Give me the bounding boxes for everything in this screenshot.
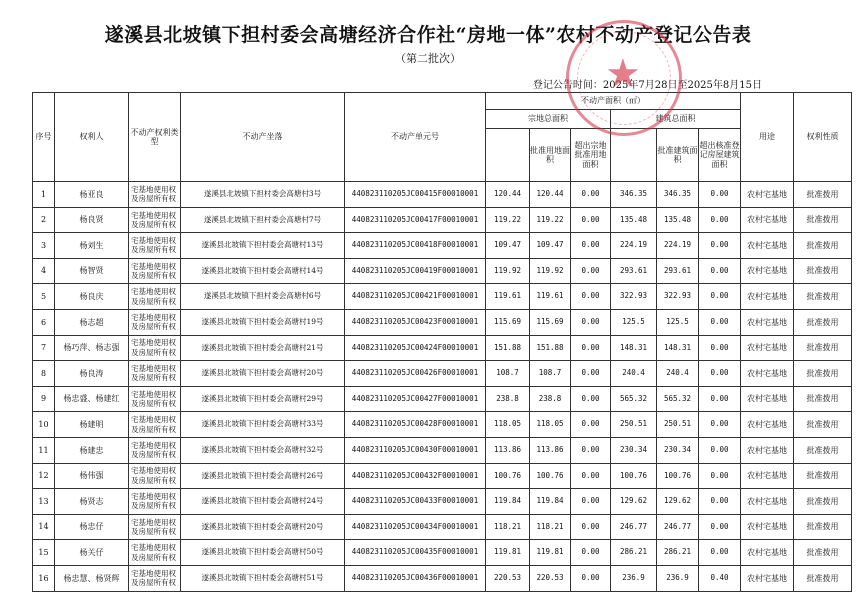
row-unit-no: 440823110205JC00421F00010001 bbox=[345, 284, 486, 310]
row-build-total: 246.77 bbox=[611, 514, 657, 540]
row-land-exceed: 0.00 bbox=[571, 489, 611, 515]
row-seq: 16 bbox=[33, 565, 55, 591]
row-land-approved: 120.44 bbox=[530, 182, 571, 208]
row-land-total: 119.81 bbox=[486, 540, 530, 566]
row-location: 遂溪县北坡镇下担村委会高塘村21号 bbox=[181, 335, 345, 361]
row-right-type: 宅基地使用权及房屋所有权 bbox=[129, 565, 181, 591]
row-seq: 7 bbox=[33, 335, 55, 361]
row-usage: 农村宅基地 bbox=[741, 412, 794, 438]
row-land-exceed: 0.00 bbox=[571, 514, 611, 540]
row-right-type: 宅基地使用权及房屋所有权 bbox=[129, 182, 181, 208]
row-location: 遂溪县北坡镇下担村委会高塘村51号 bbox=[181, 565, 345, 591]
row-owner: 杨建忠 bbox=[55, 437, 129, 463]
row-build-exceed: 0.00 bbox=[699, 514, 741, 540]
row-location: 遂溪县北坡镇下担村委会高塘村50号 bbox=[181, 540, 345, 566]
row-nature: 批准拨用 bbox=[794, 437, 852, 463]
table-row bbox=[33, 335, 852, 361]
row-build-total: 236.9 bbox=[611, 565, 657, 591]
row-land-exceed: 0.00 bbox=[571, 361, 611, 387]
row-nature: 批准拨用 bbox=[794, 207, 852, 233]
row-nature: 批准拨用 bbox=[794, 335, 852, 361]
header-right-type: 不动产权利类型 bbox=[129, 93, 181, 182]
row-build-total: 100.76 bbox=[611, 463, 657, 489]
row-land-total: 109.47 bbox=[486, 233, 530, 259]
row-land-approved: 118.05 bbox=[530, 412, 571, 438]
row-land-approved: 108.7 bbox=[530, 361, 571, 387]
row-seq: 4 bbox=[33, 258, 55, 284]
row-unit-no: 440823110205JC00436F00010001 bbox=[345, 565, 486, 591]
row-nature: 批准拨用 bbox=[794, 514, 852, 540]
table-row bbox=[33, 463, 852, 489]
header-land-approved: 批准用地面积 bbox=[530, 129, 571, 182]
row-build-total: 224.19 bbox=[611, 233, 657, 259]
row-right-type: 宅基地使用权及房屋所有权 bbox=[129, 463, 181, 489]
row-build-approved: 286.21 bbox=[657, 540, 699, 566]
row-seq: 5 bbox=[33, 284, 55, 310]
row-build-approved: 322.93 bbox=[657, 284, 699, 310]
row-build-total: 230.34 bbox=[611, 437, 657, 463]
row-owner: 杨伟强 bbox=[55, 463, 129, 489]
row-seq: 1 bbox=[33, 182, 55, 208]
row-owner: 杨关仔 bbox=[55, 540, 129, 566]
table-row bbox=[33, 540, 852, 566]
row-seq: 11 bbox=[33, 437, 55, 463]
row-location: 遂溪县北坡镇下担村委会高塘村24号 bbox=[181, 489, 345, 515]
row-usage: 农村宅基地 bbox=[741, 258, 794, 284]
row-land-exceed: 0.00 bbox=[571, 335, 611, 361]
row-location: 遂溪县北坡镇下担村委会高塘村32号 bbox=[181, 437, 345, 463]
row-build-total: 129.62 bbox=[611, 489, 657, 515]
row-unit-no: 440823110205JC00426F00010001 bbox=[345, 361, 486, 387]
row-unit-no: 440823110205JC00434F00010001 bbox=[345, 514, 486, 540]
row-build-approved: 125.5 bbox=[657, 309, 699, 335]
row-land-total: 119.84 bbox=[486, 489, 530, 515]
row-owner: 杨良庆 bbox=[55, 284, 129, 310]
row-nature: 批准拨用 bbox=[794, 258, 852, 284]
row-land-approved: 119.81 bbox=[530, 540, 571, 566]
row-land-total: 113.86 bbox=[486, 437, 530, 463]
row-owner: 杨贤志 bbox=[55, 489, 129, 515]
row-owner: 杨忠仔 bbox=[55, 514, 129, 540]
row-nature: 批准拨用 bbox=[794, 309, 852, 335]
row-usage: 农村宅基地 bbox=[741, 540, 794, 566]
row-land-approved: 220.53 bbox=[530, 565, 571, 591]
row-usage: 农村宅基地 bbox=[741, 284, 794, 310]
row-right-type: 宅基地使用权及房屋所有权 bbox=[129, 489, 181, 515]
row-build-approved: 293.61 bbox=[657, 258, 699, 284]
row-build-approved: 129.62 bbox=[657, 489, 699, 515]
row-nature: 批准拨用 bbox=[794, 489, 852, 515]
row-build-approved: 148.31 bbox=[657, 335, 699, 361]
row-usage: 农村宅基地 bbox=[741, 514, 794, 540]
row-land-exceed: 0.00 bbox=[571, 284, 611, 310]
header-build-group: 建筑总面积 bbox=[611, 110, 741, 129]
row-build-exceed: 0.00 bbox=[699, 463, 741, 489]
header-build-total bbox=[611, 129, 657, 182]
row-land-total: 100.76 bbox=[486, 463, 530, 489]
row-unit-no: 440823110205JC00428F00010001 bbox=[345, 412, 486, 438]
row-build-total: 148.31 bbox=[611, 335, 657, 361]
row-location: 遂溪县北坡镇下担村委会高塘村20号 bbox=[181, 514, 345, 540]
row-build-total: 240.4 bbox=[611, 361, 657, 387]
row-seq: 2 bbox=[33, 207, 55, 233]
row-seq: 12 bbox=[33, 463, 55, 489]
table-row bbox=[33, 361, 852, 387]
header-land-exceed: 超出宗地批准用地面积 bbox=[571, 129, 611, 182]
row-build-approved: 224.19 bbox=[657, 233, 699, 259]
row-usage: 农村宅基地 bbox=[741, 565, 794, 591]
header-location: 不动产坐落 bbox=[181, 93, 345, 182]
row-land-approved: 119.61 bbox=[530, 284, 571, 310]
row-seq: 10 bbox=[33, 412, 55, 438]
row-build-exceed: 0.00 bbox=[699, 182, 741, 208]
row-location: 遂溪县北坡镇下担村委会高塘村19号 bbox=[181, 309, 345, 335]
row-seq: 8 bbox=[33, 361, 55, 387]
row-build-approved: 246.77 bbox=[657, 514, 699, 540]
row-land-total: 119.22 bbox=[486, 207, 530, 233]
table-row bbox=[33, 258, 852, 284]
row-land-exceed: 0.00 bbox=[571, 540, 611, 566]
row-build-approved: 236.9 bbox=[657, 565, 699, 591]
table-row bbox=[33, 284, 852, 310]
row-land-approved: 118.21 bbox=[530, 514, 571, 540]
row-seq: 9 bbox=[33, 386, 55, 412]
row-land-exceed: 0.00 bbox=[571, 386, 611, 412]
header-area-group: 不动产面积（㎡） bbox=[486, 93, 741, 110]
row-usage: 农村宅基地 bbox=[741, 489, 794, 515]
row-right-type: 宅基地使用权及房屋所有权 bbox=[129, 309, 181, 335]
row-nature: 批准拨用 bbox=[794, 565, 852, 591]
table-row bbox=[33, 182, 852, 208]
row-usage: 农村宅基地 bbox=[741, 386, 794, 412]
row-location: 遂溪县北坡镇下担村委会高塘村3号 bbox=[181, 182, 345, 208]
announcement-date-range: 登记公告时间：2025年7月28日至2025年8月15日 bbox=[532, 80, 762, 91]
row-build-total: 286.21 bbox=[611, 540, 657, 566]
row-build-total: 322.93 bbox=[611, 284, 657, 310]
row-build-exceed: 0.00 bbox=[699, 233, 741, 259]
row-land-total: 151.88 bbox=[486, 335, 530, 361]
row-usage: 农村宅基地 bbox=[741, 207, 794, 233]
row-location: 遂溪县北坡镇下担村委会高塘村13号 bbox=[181, 233, 345, 259]
row-unit-no: 440823110205JC00419F00010001 bbox=[345, 258, 486, 284]
row-nature: 批准拨用 bbox=[794, 284, 852, 310]
row-land-approved: 113.86 bbox=[530, 437, 571, 463]
row-right-type: 宅基地使用权及房屋所有权 bbox=[129, 437, 181, 463]
row-build-total: 293.61 bbox=[611, 258, 657, 284]
row-nature: 批准拨用 bbox=[794, 182, 852, 208]
row-nature: 批准拨用 bbox=[794, 361, 852, 387]
row-unit-no: 440823110205JC00418F00010001 bbox=[345, 233, 486, 259]
row-build-total: 135.48 bbox=[611, 207, 657, 233]
row-land-total: 238.8 bbox=[486, 386, 530, 412]
row-land-approved: 109.47 bbox=[530, 233, 571, 259]
row-usage: 农村宅基地 bbox=[741, 463, 794, 489]
row-unit-no: 440823110205JC00415F00010001 bbox=[345, 182, 486, 208]
registration-table bbox=[32, 92, 852, 592]
row-build-approved: 230.34 bbox=[657, 437, 699, 463]
row-unit-no: 440823110205JC00432F00010001 bbox=[345, 463, 486, 489]
row-land-exceed: 0.00 bbox=[571, 463, 611, 489]
row-owner: 杨亚良 bbox=[55, 182, 129, 208]
row-land-total: 220.53 bbox=[486, 565, 530, 591]
row-build-exceed: 0.00 bbox=[699, 540, 741, 566]
table-row bbox=[33, 207, 852, 233]
row-build-approved: 100.76 bbox=[657, 463, 699, 489]
row-build-approved: 135.48 bbox=[657, 207, 699, 233]
row-location: 遂溪县北坡镇下担村委会高塘村29号 bbox=[181, 386, 345, 412]
header-nature: 权利性质 bbox=[794, 93, 852, 182]
row-right-type: 宅基地使用权及房屋所有权 bbox=[129, 233, 181, 259]
row-unit-no: 440823110205JC00435F00010001 bbox=[345, 540, 486, 566]
row-right-type: 宅基地使用权及房屋所有权 bbox=[129, 412, 181, 438]
row-land-approved: 115.69 bbox=[530, 309, 571, 335]
row-build-exceed: 0.00 bbox=[699, 361, 741, 387]
row-build-exceed: 0.40 bbox=[699, 565, 741, 591]
table-row bbox=[33, 386, 852, 412]
row-unit-no: 440823110205JC00430F00010001 bbox=[345, 437, 486, 463]
row-land-total: 120.44 bbox=[486, 182, 530, 208]
row-nature: 批准拨用 bbox=[794, 233, 852, 259]
row-seq: 15 bbox=[33, 540, 55, 566]
row-land-total: 115.69 bbox=[486, 309, 530, 335]
row-land-exceed: 0.00 bbox=[571, 309, 611, 335]
row-land-exceed: 0.00 bbox=[571, 565, 611, 591]
row-seq: 13 bbox=[33, 489, 55, 515]
row-seq: 6 bbox=[33, 309, 55, 335]
row-unit-no: 440823110205JC00424F00010001 bbox=[345, 335, 486, 361]
row-right-type: 宅基地使用权及房屋所有权 bbox=[129, 540, 181, 566]
row-land-total: 119.92 bbox=[486, 258, 530, 284]
row-build-exceed: 0.00 bbox=[699, 207, 741, 233]
row-build-total: 565.32 bbox=[611, 386, 657, 412]
row-unit-no: 440823110205JC00433F00010001 bbox=[345, 489, 486, 515]
row-right-type: 宅基地使用权及房屋所有权 bbox=[129, 284, 181, 310]
row-land-approved: 100.76 bbox=[530, 463, 571, 489]
table-row bbox=[33, 233, 852, 259]
row-land-approved: 119.92 bbox=[530, 258, 571, 284]
row-land-exceed: 0.00 bbox=[571, 258, 611, 284]
row-usage: 农村宅基地 bbox=[741, 335, 794, 361]
row-unit-no: 440823110205JC00417F00010001 bbox=[345, 207, 486, 233]
row-owner: 杨建明 bbox=[55, 412, 129, 438]
row-location: 遂溪县北坡镇下担村委会高塘村26号 bbox=[181, 463, 345, 489]
row-owner: 杨志超 bbox=[55, 309, 129, 335]
row-nature: 批准拨用 bbox=[794, 540, 852, 566]
row-build-approved: 565.32 bbox=[657, 386, 699, 412]
row-usage: 农村宅基地 bbox=[741, 309, 794, 335]
row-build-exceed: 0.00 bbox=[699, 335, 741, 361]
row-right-type: 宅基地使用权及房屋所有权 bbox=[129, 386, 181, 412]
table-row bbox=[33, 565, 852, 591]
row-land-exceed: 0.00 bbox=[571, 207, 611, 233]
header-usage: 用途 bbox=[741, 93, 794, 182]
row-land-approved: 238.8 bbox=[530, 386, 571, 412]
header-owner: 权利人 bbox=[55, 93, 129, 182]
row-right-type: 宅基地使用权及房屋所有权 bbox=[129, 514, 181, 540]
row-unit-no: 440823110205JC00427F00010001 bbox=[345, 386, 486, 412]
row-land-approved: 119.84 bbox=[530, 489, 571, 515]
row-usage: 农村宅基地 bbox=[741, 233, 794, 259]
row-land-exceed: 0.00 bbox=[571, 437, 611, 463]
row-build-total: 346.35 bbox=[611, 182, 657, 208]
row-build-exceed: 0.00 bbox=[699, 437, 741, 463]
row-seq: 3 bbox=[33, 233, 55, 259]
row-build-total: 250.51 bbox=[611, 412, 657, 438]
row-owner: 杨刘生 bbox=[55, 233, 129, 259]
row-seq: 14 bbox=[33, 514, 55, 540]
row-owner: 杨智贤 bbox=[55, 258, 129, 284]
row-unit-no: 440823110205JC00423F00010001 bbox=[345, 309, 486, 335]
header-land-total bbox=[486, 129, 530, 182]
row-build-exceed: 0.00 bbox=[699, 412, 741, 438]
table-body bbox=[33, 182, 852, 592]
row-build-approved: 346.35 bbox=[657, 182, 699, 208]
row-build-total: 125.5 bbox=[611, 309, 657, 335]
table-row bbox=[33, 412, 852, 438]
row-location: 遂溪县北坡镇下担村委会高塘村33号 bbox=[181, 412, 345, 438]
row-right-type: 宅基地使用权及房屋所有权 bbox=[129, 258, 181, 284]
header-unit-no: 不动产单元号 bbox=[345, 93, 486, 182]
row-build-exceed: 0.00 bbox=[699, 386, 741, 412]
row-right-type: 宅基地使用权及房屋所有权 bbox=[129, 207, 181, 233]
row-nature: 批准拨用 bbox=[794, 463, 852, 489]
table-row bbox=[33, 309, 852, 335]
header-build-approved: 批准建筑面积 bbox=[657, 129, 699, 182]
row-land-exceed: 0.00 bbox=[571, 182, 611, 208]
table-row bbox=[33, 489, 852, 515]
row-build-exceed: 0.00 bbox=[699, 258, 741, 284]
row-owner: 杨忠盛、杨建红 bbox=[55, 386, 129, 412]
header-seq: 序号 bbox=[33, 93, 55, 182]
row-land-exceed: 0.00 bbox=[571, 233, 611, 259]
row-land-approved: 119.22 bbox=[530, 207, 571, 233]
row-land-total: 108.7 bbox=[486, 361, 530, 387]
row-nature: 批准拨用 bbox=[794, 386, 852, 412]
header-land-group: 宗地总面积 bbox=[486, 110, 611, 129]
row-build-approved: 240.4 bbox=[657, 361, 699, 387]
row-build-exceed: 0.00 bbox=[699, 309, 741, 335]
row-location: 遂溪县北坡镇下担村委会高塘村14号 bbox=[181, 258, 345, 284]
row-land-total: 119.61 bbox=[486, 284, 530, 310]
row-owner: 杨良涛 bbox=[55, 361, 129, 387]
row-owner: 杨忠慧、杨贤辉 bbox=[55, 565, 129, 591]
document-title: 遂溪县北坡镇下担村委会高塘经济合作社“房地一体”农村不动产登记公告表 bbox=[104, 24, 752, 46]
row-usage: 农村宅基地 bbox=[741, 361, 794, 387]
header-build-exceed: 超出核准登记房屋建筑面积 bbox=[699, 129, 741, 182]
row-land-total: 118.21 bbox=[486, 514, 530, 540]
row-owner: 杨良贤 bbox=[55, 207, 129, 233]
table-row bbox=[33, 437, 852, 463]
table-row bbox=[33, 514, 852, 540]
seal-star-icon: ★ bbox=[605, 51, 641, 97]
row-owner: 杨巧萍、杨志强 bbox=[55, 335, 129, 361]
row-build-exceed: 0.00 bbox=[699, 284, 741, 310]
row-right-type: 宅基地使用权及房屋所有权 bbox=[129, 361, 181, 387]
document-subtitle: （第二批次） bbox=[395, 52, 461, 65]
row-location: 遂溪县北坡镇下担村委会高塘村6号 bbox=[181, 284, 345, 310]
row-location: 遂溪县北坡镇下担村委会高塘村7号 bbox=[181, 207, 345, 233]
row-right-type: 宅基地使用权及房屋所有权 bbox=[129, 335, 181, 361]
row-nature: 批准拨用 bbox=[794, 412, 852, 438]
row-usage: 农村宅基地 bbox=[741, 182, 794, 208]
row-land-approved: 151.88 bbox=[530, 335, 571, 361]
row-location: 遂溪县北坡镇下担村委会高塘村20号 bbox=[181, 361, 345, 387]
row-build-approved: 250.51 bbox=[657, 412, 699, 438]
row-usage: 农村宅基地 bbox=[741, 437, 794, 463]
row-land-exceed: 0.00 bbox=[571, 412, 611, 438]
row-build-exceed: 0.00 bbox=[699, 489, 741, 515]
row-land-total: 118.05 bbox=[486, 412, 530, 438]
